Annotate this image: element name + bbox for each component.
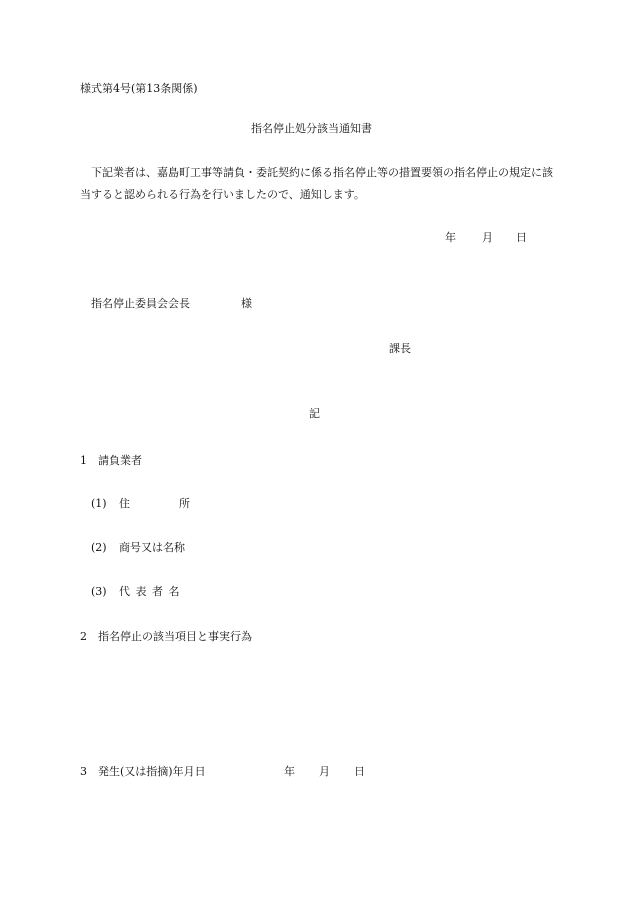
item1-label-b: 所 bbox=[179, 497, 190, 510]
date-month: 月 bbox=[482, 231, 493, 244]
item1-label-a: 住 bbox=[119, 497, 130, 510]
section1-heading: 請負業者 bbox=[98, 454, 142, 467]
section3-day: 日 bbox=[354, 765, 365, 778]
item2-label: 商号又は名称 bbox=[119, 541, 185, 554]
sender-title: 課長 bbox=[389, 342, 411, 355]
addressee-honorific: 様 bbox=[241, 297, 252, 310]
section3-number: 3 bbox=[80, 765, 87, 778]
section1-number: 1 bbox=[80, 454, 87, 467]
item2-number: (2) bbox=[91, 541, 107, 554]
date-day: 日 bbox=[516, 231, 527, 244]
form-number: 様式第4号(第13条関係) bbox=[80, 82, 198, 95]
item3-number: (3) bbox=[91, 585, 107, 598]
section3-heading: 発生(又は指摘)年月日 bbox=[98, 765, 206, 778]
addressee-name: 指名停止委員会会長 bbox=[91, 297, 190, 310]
section3-month: 月 bbox=[319, 765, 330, 778]
section3-year: 年 bbox=[284, 765, 295, 778]
body-paragraph: 下記業者は、嘉島町工事等請負・委託契約に係る指名停止等の措置要領の指名停止の規定に該当すると認められる行為を行いましたので、通知します。 bbox=[80, 166, 553, 201]
section2-number: 2 bbox=[80, 630, 87, 643]
date-year: 年 bbox=[445, 231, 456, 244]
document-title: 指名停止処分該当通知書 bbox=[251, 122, 372, 135]
ki-marker: 記 bbox=[309, 407, 320, 420]
item1-number: (1) bbox=[91, 497, 107, 510]
section2-heading: 指名停止の該当項目と事実行為 bbox=[98, 630, 252, 643]
item3-label: 代 表 者 名 bbox=[119, 585, 180, 598]
